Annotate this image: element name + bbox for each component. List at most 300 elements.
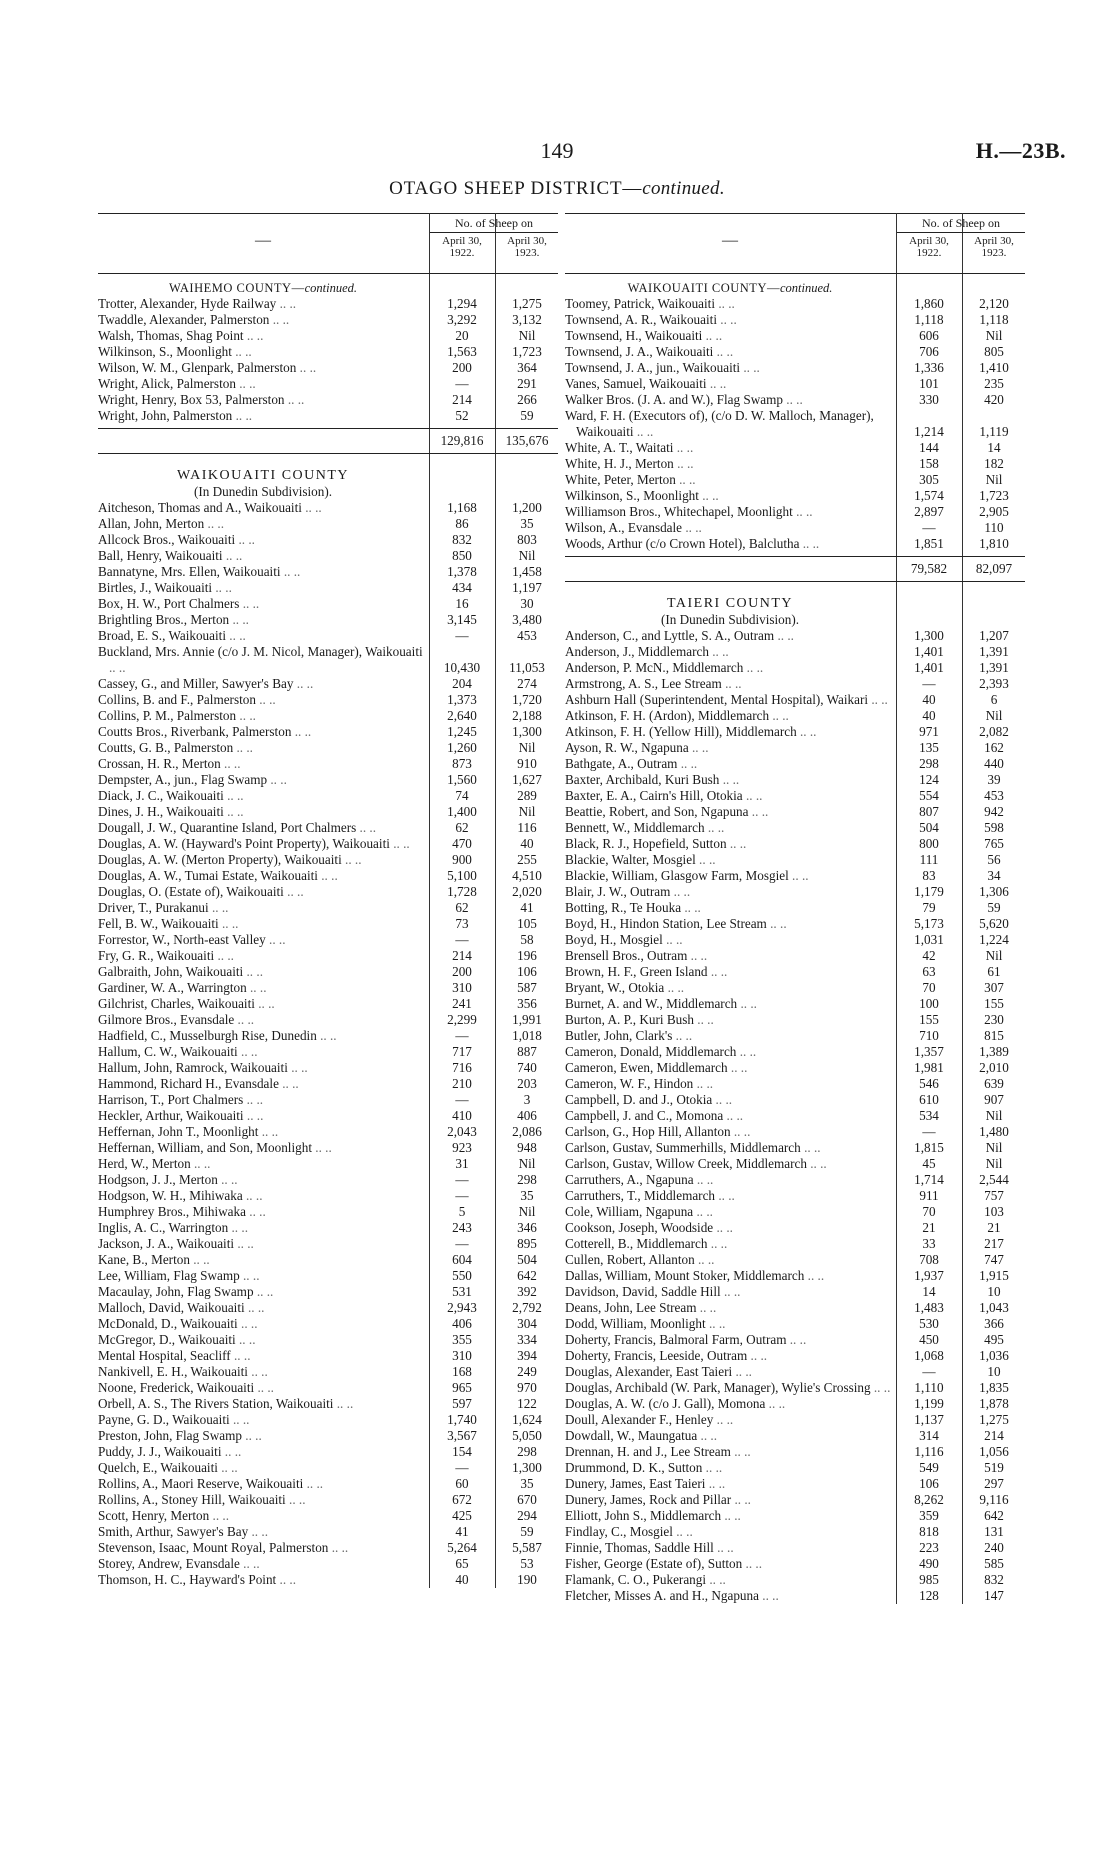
owner-name: Cookson, Joseph, Woodside .. .. <box>565 1220 895 1236</box>
sheep-1922: 672 <box>452 1492 472 1507</box>
sheep-1922: 100 <box>919 996 939 1011</box>
table-row <box>565 1188 1025 1204</box>
sheep-1923: Nil <box>985 1140 1003 1155</box>
owner-name: Wilkinson, S., Moonlight .. .. <box>98 344 428 360</box>
owner-name: Gilmore Bros., Evansdale .. .. <box>98 1012 428 1028</box>
sheep-1923: 21 <box>987 1220 1001 1235</box>
table-row <box>98 1012 558 1028</box>
sheep-1922: 1,560 <box>447 772 477 787</box>
sheep-1922: 410 <box>452 1108 472 1123</box>
owner-name: Ward, F. H. (Executors of), (c/o D. W. Malloch, Manager), Waikouaiti .. .. <box>565 408 895 440</box>
owner-name: Blackie, Walter, Mosgiel .. .. <box>565 852 895 868</box>
sheep-1922: 546 <box>919 1076 939 1091</box>
owner-name: Findlay, C., Mosgiel .. .. <box>565 1524 895 1540</box>
owner-name: Burnet, A. and W., Middlemarch .. .. <box>565 996 895 1012</box>
owner-name: Harrison, T., Port Chalmers .. .. <box>98 1092 428 1108</box>
owner-name: Rollins, A., Maori Reserve, Waikouaiti .. .. <box>98 1476 428 1492</box>
sheep-1922: 1,401 <box>914 660 944 675</box>
owner-name: Drummond, D. K., Sutton .. .. <box>565 1460 895 1476</box>
sheep-1923: 598 <box>984 820 1004 835</box>
sheep-1922: 1,981 <box>914 1060 944 1075</box>
owner-name: Malloch, David, Waikouaiti .. .. <box>98 1300 428 1316</box>
owner-name: Humphrey Bros., Mihiwaka .. .. <box>98 1204 428 1220</box>
sheep-1923: 59 <box>520 408 534 423</box>
sheep-1923: 805 <box>984 344 1004 359</box>
sheep-1923: 2,792 <box>512 1300 542 1315</box>
owner-name: Bathgate, A., Outram .. .. <box>565 756 895 772</box>
sheep-1923: 249 <box>517 1364 537 1379</box>
sheep-1922: — <box>455 932 469 947</box>
owner-name: Dunery, James, Rock and Pillar .. .. <box>565 1492 895 1508</box>
table-row <box>565 1124 1025 1140</box>
owner-name: Wright, Alick, Palmerston .. .. <box>98 376 428 392</box>
sheep-1922: 425 <box>452 1508 472 1523</box>
table-row <box>98 980 558 996</box>
table-row <box>98 1364 558 1380</box>
owner-name: Ayson, R. W., Ngapuna .. .. <box>565 740 895 756</box>
sheep-1922: 2,640 <box>447 708 477 723</box>
table-row <box>565 1476 1025 1492</box>
sheep-1922: 470 <box>452 836 472 851</box>
sheep-1923: 1,300 <box>512 1460 542 1475</box>
owner-name: Carlson, Gustav, Summerhills, Middlemarch .. .. <box>565 1140 895 1156</box>
sheep-1922: 504 <box>919 820 939 835</box>
owner-name: Bryant, W., Otokia .. .. <box>565 980 895 996</box>
sheep-1923: 394 <box>517 1348 537 1363</box>
sheep-1922: 168 <box>452 1364 472 1379</box>
table-row <box>98 296 558 312</box>
table-row <box>565 504 1025 520</box>
table-row <box>565 1156 1025 1172</box>
owner-name: Wilson, A., Evansdale .. .. <box>565 520 895 536</box>
sheep-1922: 355 <box>452 1332 472 1347</box>
table-row <box>98 408 558 424</box>
sheep-1922: 923 <box>452 1140 472 1155</box>
sheep-1923: 1,224 <box>979 932 1009 947</box>
sheep-1922: 1,336 <box>914 360 944 375</box>
sheep-1923: 1,275 <box>512 296 542 311</box>
table-row <box>565 520 1025 536</box>
sheep-1922: 155 <box>919 1012 939 1027</box>
table-row <box>565 1508 1025 1524</box>
sheep-1922: 554 <box>919 788 939 803</box>
owner-name: Hallum, John, Ramrock, Waikouaiti .. .. <box>98 1060 428 1076</box>
sheep-1923: 298 <box>517 1172 537 1187</box>
table-row <box>98 932 558 948</box>
owner-name: Wilkinson, S., Moonlight .. .. <box>565 488 895 504</box>
owner-name: Elliott, John S., Middlemarch .. .. <box>565 1508 895 1524</box>
owner-name: Fletcher, Misses A. and H., Ngapuna .. .. <box>565 1588 895 1604</box>
sheep-1923: 366 <box>984 1316 1004 1331</box>
sheep-1922: 1,199 <box>914 1396 944 1411</box>
owner-name: Scott, Henry, Merton .. .. <box>98 1508 428 1524</box>
sheep-1923: 895 <box>517 1236 537 1251</box>
table-row <box>565 1572 1025 1588</box>
table-row <box>565 884 1025 900</box>
sheep-1922: 1,214 <box>914 424 944 439</box>
sheep-1923: 30 <box>520 596 534 611</box>
sheep-1923: 1,720 <box>512 692 542 707</box>
name-column-header: — <box>255 232 271 249</box>
sheep-1922: — <box>455 376 469 391</box>
sheep-1922: 1,574 <box>914 488 944 503</box>
owner-name: Doherty, Francis, Leeside, Outram .. .. <box>565 1348 895 1364</box>
owner-name: Fisher, George (Estate of), Sutton .. .. <box>565 1556 895 1572</box>
table-row <box>565 820 1025 836</box>
sheep-1922: 1,815 <box>914 1140 944 1155</box>
section-heading-continued: continued. <box>304 281 358 295</box>
april-1923-header: April 30, 1923. <box>507 235 547 259</box>
sheep-1923: 53 <box>520 1556 534 1571</box>
sheep-1922: 63 <box>922 964 936 979</box>
table-row <box>98 692 558 708</box>
sheep-1923: 1,391 <box>979 660 1009 675</box>
name-column-header: — <box>722 232 738 249</box>
owner-name: Macaulay, John, Flag Swamp .. .. <box>98 1284 428 1300</box>
sheep-1922: 710 <box>919 1028 939 1043</box>
sheep-1923: 2,393 <box>979 676 1009 691</box>
owner-name: Carruthers, T., Middlemarch .. .. <box>565 1188 895 1204</box>
table-row <box>98 1268 558 1284</box>
owner-name: Finnie, Thomas, Saddle Hill .. .. <box>565 1540 895 1556</box>
sheep-1923: 35 <box>520 516 534 531</box>
owner-name: Walsh, Thomas, Shag Point .. .. <box>98 328 428 344</box>
sheep-1923: 274 <box>517 676 537 691</box>
sheep-1922: 52 <box>455 408 469 423</box>
sheep-1923: 887 <box>517 1044 537 1059</box>
owner-name: Gilchrist, Charles, Waikouaiti .. .. <box>98 996 428 1012</box>
owner-name: Forrestor, W., North-east Valley .. .. <box>98 932 428 948</box>
table-row <box>98 360 558 376</box>
sheep-1922: 241 <box>452 996 472 1011</box>
sheep-1922: — <box>455 1236 469 1251</box>
sheep-1922: 450 <box>919 1332 939 1347</box>
owner-name: Douglas, A. W. (Merton Property), Waikouaiti .. .. <box>98 852 428 868</box>
table-row <box>98 1316 558 1332</box>
sheep-1922: 3,567 <box>447 1428 477 1443</box>
total-1922: 79,582 <box>910 561 948 576</box>
owner-name: White, H. J., Merton .. .. <box>565 456 895 472</box>
sheep-1923: 1,275 <box>979 1412 1009 1427</box>
sheep-1922: 33 <box>922 1236 936 1251</box>
table-row <box>565 392 1025 408</box>
sheep-1923: 61 <box>987 964 1001 979</box>
table-row <box>98 820 558 836</box>
owner-name: Broad, E. S., Waikouaiti .. .. <box>98 628 428 644</box>
table-row <box>98 344 558 360</box>
table-row <box>565 1332 1025 1348</box>
sheep-1923: 942 <box>984 804 1004 819</box>
table-row <box>565 1380 1025 1396</box>
sheep-1923: 3,480 <box>512 612 542 627</box>
sheep-1922: 305 <box>919 472 939 487</box>
sheep-1923: 5,620 <box>979 916 1009 931</box>
sheep-1922: 8,262 <box>914 1492 944 1507</box>
section-total-row <box>98 428 558 454</box>
table-row <box>98 328 558 344</box>
owner-name: Woods, Arthur (c/o Crown Hotel), Balclutha .. .. <box>565 536 895 552</box>
table-row <box>98 1556 558 1572</box>
owner-name: Kane, B., Merton .. .. <box>98 1252 428 1268</box>
sheep-1923: 670 <box>517 1492 537 1507</box>
owner-name: Cameron, Donald, Middlemarch .. .. <box>565 1044 895 1060</box>
section-subheading: (In Dunedin Subdivision). <box>193 484 333 499</box>
owner-name: Gardiner, W. A., Warrington .. .. <box>98 980 428 996</box>
sheep-1923: 1,624 <box>512 1412 542 1427</box>
sheep-1923: Nil <box>518 804 536 819</box>
owner-name: Heffernan, William, and Son, Moonlight .. .. <box>98 1140 428 1156</box>
sheep-1923: 110 <box>984 520 1004 535</box>
april-1923-header: April 30, 1923. <box>974 235 1014 259</box>
owner-name: Preston, John, Flag Swamp .. .. <box>98 1428 428 1444</box>
sheep-1923: 10 <box>987 1284 1001 1299</box>
waikouaiti-cont-rows <box>565 296 1025 552</box>
sheep-1923: 1,878 <box>979 1396 1009 1411</box>
sheep-1923: Nil <box>518 1156 536 1171</box>
owner-name: Carlson, Gustav, Willow Creek, Middlemarch .. .. <box>565 1156 895 1172</box>
owner-name: Dines, J. H., Waikouaiti .. .. <box>98 804 428 820</box>
table-row <box>565 1204 1025 1220</box>
sheep-1923: 289 <box>517 788 537 803</box>
table-row <box>98 1124 558 1140</box>
owner-name: Box, H. W., Port Chalmers .. .. <box>98 596 428 612</box>
sheep-1923: Nil <box>985 948 1003 963</box>
table-row <box>98 676 558 692</box>
sheep-1923: 116 <box>517 820 537 835</box>
owner-name: Hallum, C. W., Waikouaiti .. .. <box>98 1044 428 1060</box>
sheep-1923: 298 <box>517 1444 537 1459</box>
sheep-1923: 155 <box>984 996 1004 1011</box>
owner-name: Butler, John, Clark's .. .. <box>565 1028 895 1044</box>
table-row <box>98 1028 558 1044</box>
owner-name: Townsend, J. A., jun., Waikouaiti .. .. <box>565 360 895 376</box>
sheep-1922: 83 <box>922 868 936 883</box>
table-row <box>565 644 1025 660</box>
sheep-1923: 642 <box>984 1508 1004 1523</box>
table-row <box>565 772 1025 788</box>
owner-name: Armstrong, A. S., Lee Stream .. .. <box>565 676 895 692</box>
sheep-1922: 549 <box>919 1460 939 1475</box>
sheep-1923: 1,915 <box>979 1268 1009 1283</box>
table-row <box>98 804 558 820</box>
sheep-1922: 144 <box>919 440 939 455</box>
owner-name: Smith, Arthur, Sawyer's Bay .. .. <box>98 1524 428 1540</box>
table-row <box>565 1092 1025 1108</box>
sheep-1923: 1,306 <box>979 884 1009 899</box>
sheep-1922: 101 <box>919 376 939 391</box>
sheep-1922: 45 <box>922 1156 936 1171</box>
sheep-1922: 604 <box>452 1252 472 1267</box>
sheep-1923: 1,810 <box>979 536 1009 551</box>
table-row <box>98 1140 558 1156</box>
sheep-1922: — <box>922 1124 936 1139</box>
table-row <box>565 868 1025 884</box>
sheep-1922: 111 <box>919 852 939 867</box>
sheep-1922: 20 <box>455 328 469 343</box>
sheep-1922: 65 <box>455 1556 469 1571</box>
owner-name: Heckler, Arthur, Waikouaiti .. .. <box>98 1108 428 1124</box>
sheep-1923: 1,991 <box>512 1012 542 1027</box>
owner-name: Campbell, D. and J., Otokia .. .. <box>565 1092 895 1108</box>
table-row <box>98 1220 558 1236</box>
owner-name: Ball, Henry, Waikouaiti .. .. <box>98 548 428 564</box>
owner-name: Dougall, J. W., Quarantine Island, Port Chalmers .. .. <box>98 820 428 836</box>
sheep-1922: 550 <box>452 1268 472 1283</box>
owner-name: Wilson, W. M., Glenpark, Palmerston .. .. <box>98 360 428 376</box>
sheep-1922: 70 <box>922 980 936 995</box>
owner-name: Blackie, William, Glasgow Farm, Mosgiel .. .. <box>565 868 895 884</box>
sheep-1922: 70 <box>922 1204 936 1219</box>
sheep-1923: 147 <box>984 1588 1004 1603</box>
table-row <box>565 1236 1025 1252</box>
sheep-1922: 717 <box>452 1044 472 1059</box>
sheep-1923: 2,086 <box>512 1124 542 1139</box>
sheep-1922: 128 <box>919 1588 939 1603</box>
sheep-count-group-header: No. of Sheep on <box>430 215 558 233</box>
owner-name: Doull, Alexander F., Henley .. .. <box>565 1412 895 1428</box>
owner-name: Fell, B. W., Waikouaiti .. .. <box>98 916 428 932</box>
table-row <box>98 1204 558 1220</box>
sheep-1923: 59 <box>520 1524 534 1539</box>
table-row <box>98 312 558 328</box>
sheep-1923: 5,050 <box>512 1428 542 1443</box>
sheep-1923: 1,389 <box>979 1044 1009 1059</box>
sheep-1923: 1,391 <box>979 644 1009 659</box>
sheep-1923: 59 <box>987 900 1001 915</box>
table-row <box>565 456 1025 472</box>
sheep-1922: 40 <box>922 708 936 723</box>
table-row <box>565 1396 1025 1412</box>
sheep-1922: 3,292 <box>447 312 477 327</box>
sheep-1923: 495 <box>984 1332 1004 1347</box>
sheep-1922: 1,137 <box>914 1412 944 1427</box>
sheep-1923: Nil <box>518 1204 536 1219</box>
sheep-1922: 985 <box>919 1572 939 1587</box>
sheep-1923: 255 <box>517 852 537 867</box>
sheep-1922: — <box>455 1092 469 1107</box>
table-row <box>565 1108 1025 1124</box>
sheep-1923: 1,627 <box>512 772 542 787</box>
sheep-1923: 364 <box>517 360 537 375</box>
table-row <box>565 344 1025 360</box>
owner-name: Rollins, A., Stoney Hill, Waikouaiti .. .. <box>98 1492 428 1508</box>
april-1922-header: April 30, 1922. <box>442 235 482 259</box>
owner-name: Quelch, E., Waikouaiti .. .. <box>98 1460 428 1476</box>
owner-name: Driver, T., Purakanui .. .. <box>98 900 428 916</box>
sheep-1922: 800 <box>919 836 939 851</box>
sheep-1922: 1,400 <box>447 804 477 819</box>
section-total-row <box>565 556 1025 582</box>
sheep-1923: 11,053 <box>509 660 545 675</box>
sheep-1923: 587 <box>517 980 537 995</box>
table-row <box>565 296 1025 312</box>
sheep-1923: 2,020 <box>512 884 542 899</box>
sheep-1922: — <box>455 1172 469 1187</box>
sheep-1923: 1,723 <box>512 344 542 359</box>
sheep-1922: 310 <box>452 980 472 995</box>
sheep-1922: 16 <box>455 596 469 611</box>
owner-name: Dunery, James, East Taieri .. .. <box>565 1476 895 1492</box>
sheep-1923: 1,056 <box>979 1444 1009 1459</box>
table-row <box>565 916 1025 932</box>
sheep-1922: — <box>455 1028 469 1043</box>
sheep-1923: 40 <box>520 836 534 851</box>
sheep-1923: 294 <box>517 1508 537 1523</box>
table-row <box>565 1412 1025 1428</box>
sheep-1922: 1,378 <box>447 564 477 579</box>
sheep-1923: 406 <box>517 1108 537 1123</box>
document-title <box>0 178 1114 200</box>
sheep-count-group-header: No. of Sheep on <box>897 215 1025 233</box>
sheep-1922: 807 <box>919 804 939 819</box>
owner-name: Aitcheson, Thomas and A., Waikouaiti .. .. <box>98 500 428 516</box>
table-row <box>98 1092 558 1108</box>
sheep-1923: 5,587 <box>512 1540 542 1555</box>
table-row <box>565 1588 1025 1604</box>
sheep-1922: 1,300 <box>914 628 944 643</box>
sheep-1922: 1,116 <box>914 1444 944 1459</box>
sheep-1922: 243 <box>452 1220 472 1235</box>
sheep-1922: 1,563 <box>447 344 477 359</box>
sheep-1922: 2,299 <box>447 1012 477 1027</box>
sheep-1922: 106 <box>919 1476 939 1491</box>
sheep-1923: 240 <box>984 1540 1004 1555</box>
sheep-1923: 1,043 <box>979 1300 1009 1315</box>
sheep-1923: 765 <box>984 836 1004 851</box>
waihemo-rows <box>98 296 558 424</box>
sheep-1923: 2,905 <box>979 504 1009 519</box>
table-row <box>98 392 558 408</box>
table-row <box>565 996 1025 1012</box>
sheep-1923: 832 <box>984 1572 1004 1587</box>
table-row <box>565 536 1025 552</box>
sheep-1922: 818 <box>919 1524 939 1539</box>
sheep-1923: 291 <box>517 376 537 391</box>
table-row <box>565 964 1025 980</box>
sheep-1923: 41 <box>520 900 534 915</box>
owner-name: Allan, John, Merton .. .. <box>98 516 428 532</box>
sheep-1923: 14 <box>987 440 1001 455</box>
owner-name: Anderson, C., and Lyttle, S. A., Outram .. .. <box>565 628 895 644</box>
owner-name: Atkinson, F. H. (Yellow Hill), Middlemarch .. .. <box>565 724 895 740</box>
sheep-1923: 1,197 <box>512 580 542 595</box>
sheep-1923: 2,544 <box>979 1172 1009 1187</box>
section-heading-text: WAIHEMO COUNTY— <box>168 281 305 295</box>
table-row <box>98 1476 558 1492</box>
owner-name: Hodgson, W. H., Mihiwaka .. .. <box>98 1188 428 1204</box>
sheep-1923: 803 <box>517 532 537 547</box>
owner-name: Black, R. J., Hopefield, Sutton .. .. <box>565 836 895 852</box>
owner-name: Williamson Bros., Whitechapel, Moonlight .. .. <box>565 504 895 520</box>
sheep-1923: 131 <box>984 1524 1004 1539</box>
sheep-1923: 3,132 <box>512 312 542 327</box>
owner-name: Burton, A. P., Kuri Bush .. .. <box>565 1012 895 1028</box>
sheep-1923: Nil <box>985 472 1003 487</box>
sheep-1923: 420 <box>984 392 1004 407</box>
owner-name: Hodgson, J. J., Merton .. .. <box>98 1172 428 1188</box>
sheep-1923: 2,082 <box>979 724 1009 739</box>
table-row <box>565 692 1025 708</box>
sheep-1922: — <box>455 1460 469 1475</box>
sheep-1922: 330 <box>919 392 939 407</box>
owner-name: Carlson, G., Hop Hill, Allanton .. .. <box>565 1124 895 1140</box>
owner-name: Diack, J. C., Waikouaiti .. .. <box>98 788 428 804</box>
sheep-1923: 747 <box>984 1252 1004 1267</box>
owner-name: Payne, G. D., Waikouaiti .. .. <box>98 1412 428 1428</box>
sheep-1923: Nil <box>518 740 536 755</box>
sheep-1922: 5,264 <box>447 1540 477 1555</box>
table-row <box>565 1140 1025 1156</box>
